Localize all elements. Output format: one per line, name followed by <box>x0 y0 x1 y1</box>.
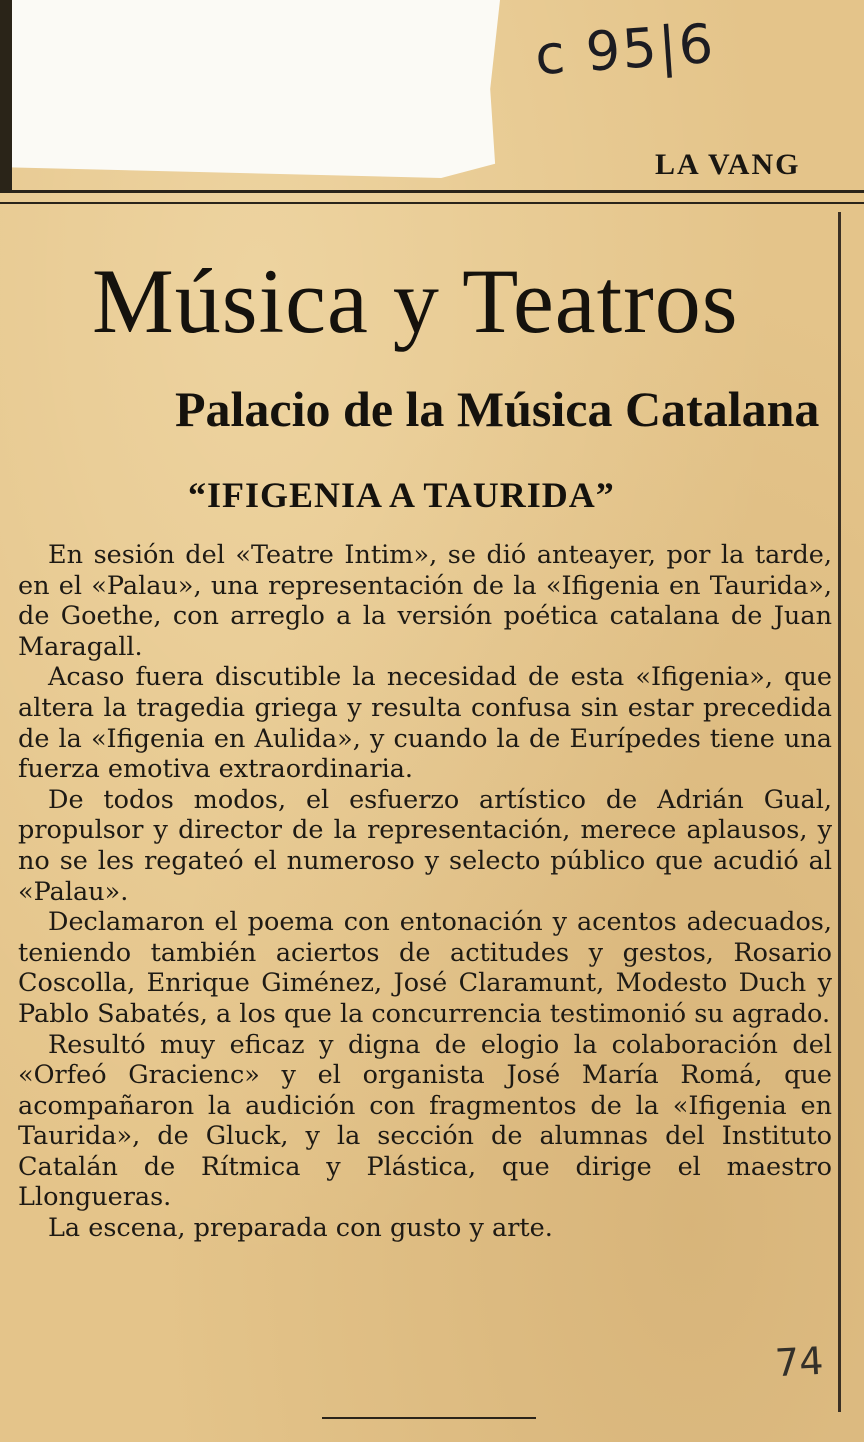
newspaper-masthead: LA VANG <box>655 148 801 181</box>
section-title: Música y Teatros <box>92 250 739 352</box>
bottom-rule <box>322 1417 536 1419</box>
top-rule <box>0 190 864 193</box>
article-headline: “IFIGENIA A TAURIDA” <box>188 475 615 515</box>
paragraph: Declamaron el poema con entonación y acentos adecuados, teniendo también aciertos de actitudes y gestos, Rosario Coscolla, Enrique Giménez, José Claramunt, Modesto Duch y Pablo Sabatés, a los que la concurrencia testimonió su agrado. <box>18 907 832 1029</box>
paragraph: La escena, preparada con gusto y arte. <box>48 1213 553 1244</box>
paragraph: Acaso fuera discutible la necesidad de esta «Ifigenia», que altera la tragedia griega y resulta confusa sin estar precedida de la «Ifigenia en Aulida», y cuando la de Eurípedes tiene una fuerza emotiva extraordinaria. <box>18 662 832 785</box>
paragraph: En sesión del «Teatre Intim», se dió anteayer, por la tarde, en el «Palau», una representación de la «Ifigenia en Taurida», de Goethe, con arreglo a la versión poética catalana de Juan Maragall. <box>18 540 832 662</box>
venue-heading: Palacio de la Música Catalana <box>175 381 820 437</box>
torn-paper-patch <box>10 0 500 178</box>
handwritten-folio-number: 74 <box>773 1338 825 1386</box>
column-rule <box>838 212 841 1412</box>
article-body <box>18 540 832 1244</box>
scan-edge <box>0 0 12 190</box>
paragraph: De todos modos, el esfuerzo artístico de Adrián Gual, propulsor y director de la representación, merece aplausos, y no se les regateó el numeroso y selecto público que acudió al «Palau». <box>18 784 832 907</box>
top-rule-secondary <box>0 202 864 204</box>
paragraph: Resultó muy eficaz y digna de elogio la colaboración del «Orfeó Gracienc» y el organista José María Romá, que acompañaron la audición con fragmentos de la «Ifigenia en Taurida», de Gluck, y la sección de alumnas del Instituto Catalán de Rítmica y Plástica, que dirige el maestro Llongueras. <box>18 1029 832 1213</box>
handwritten-archive-note: c 95|6 <box>533 11 718 88</box>
